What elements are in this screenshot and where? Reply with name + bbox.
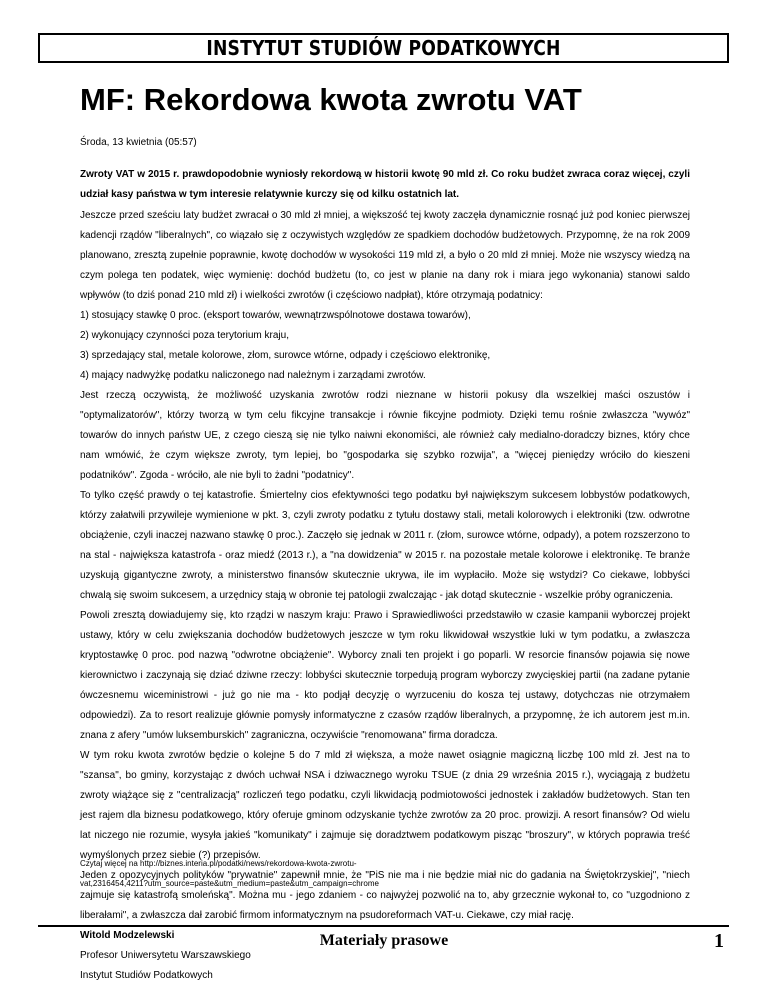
source-line: Czytaj więcej na http://biznes.interia.pl/podatki/news/rekordowa-kwota-zwrotu- [80,859,357,868]
header-banner [38,33,729,63]
list-item: 2) wykonujący czynności poza terytorium kraju, [80,330,289,341]
author-name: Witold Modzelewski [80,930,175,941]
list-item: 3) sprzedający stal, metale kolorowe, złom, surowce wtórne, odpady i częściowo elektronikę, [80,350,491,361]
author-institute: Instytut Studiów Podatkowych [80,970,213,981]
source-line: vat,2316454,4211?utm_source=paste&utm_medium=paste&utm_campaign=chrome [80,879,379,888]
source-note [80,854,690,894]
paragraph: To tylko część prawdy o tej katastrofie. Śmiertelny cios efektywności tego podatku był największym sukcesem lobbystów podatkowych, którzy załatwili przywileje wymienione w pkt. 3, czyli zwroty podatku z tytułu dostawy stali, metali kolorowych i elektroniki (tzw. odwrotne obciążenie, czyli inaczej nazwano stawkę 0 proc.). Zaczęło się jednak w 2011 r. (złom, surowce wtórne, odpady), a potem rozszerzono to na stal - największa katastrofa - oraz miedź (2013 r.), a "na dowidzenia" w 2015 r. na pozostałe metale kolorowe i elektronikę. Te branże uzyskują gigantyczne zwroty, a ministerstwo finansów skutecznie ukrywa, ile im wypłaciło. Może się wstydzi? Co ciekawe, lobbyści chwalą się swoim sukcesem, a urzędnicy stają w obronie tej patologii zwalczając - jak dotąd skutecznie - wszelkie próby ograniczenia. [80,490,690,601]
article-title: MF: Rekordowa kwota zwrotu VAT [80,82,582,117]
paragraph: W tym roku kwota zwrotów będzie o kolejne 5 do 7 mld zł większa, a może nawet osiągnie magiczną liczbę 100 mld zł. Jest na to "szansa", bo gminy, korzystając z dwóch uchwał NSA i dziwacznego wyroku TSUE (z dnia 29 września 2015 r.), wyciągają z budżetu zwroty wiążące się z "centralizacją" rozliczeń tego podatku, czyli likwidacją podmiotowości jednostek i zakładów budżetowych. Stan ten jest rajem dla biznesu podatkowego, który oferuje gminom odzyskanie tychże zwrotów za 20 proc. prowizji. A resort finansów? Od wielu lat niczego nie rozumie, wysyła jakieś "komunikaty" i zajmuje się doradztwem podatkowym pisząc "broszury", w których poprawia treść wymyślonych przez siebie (?) przepisów. [80,750,690,861]
institute-title: INSTYTUT STUDIÓW PODATKOWYCH [206,36,561,60]
footer-label: Materiały prasowe [319,932,449,949]
list-item: 4) mający nadwyżkę podatku naliczonego nad należnym i zarządami zwrotów. [80,370,426,381]
paragraph: Jeszcze przed sześciu laty budżet zwracał o 30 mld zł mniej, a większość tej kwoty zaczęła dynamicznie rosnąć już pod koniec pierwszej kadencji rządów "liberalnych", co wiązało się z oczywistych względów ze spadkiem dochodów budżetowych. Przypomnę, że na rok 2009 planowano, zresztą zupełnie poprawnie, kwotę dochodów w wysokości 119 mld zł, a było o 20 mld zł mniej. Może nie wszyscy wiedzą na czym polega ten podatek, więc wymienię: dochód budżetu (to, co jest w planie na dany rok i miara jego wykonania) stanowi saldo wpływów (to dziś ponad 210 mld zł) i wielkości zwrotów (i częściowo nadpłat), które otrzymają podatnicy: [80,210,690,301]
author-title: Profesor Uniwersytetu Warszawskiego [80,950,251,961]
list-item: 1) stosujący stawkę 0 proc. (eksport towarów, wewnątrzwspólnotowe dostawa towarów), [80,310,471,321]
paragraph: Jeden z opozycyjnych polityków "prywatnie" zapewnił mnie, że "PiS nie ma i nie będzie miał nic do gadania na Świętokrzyskiej", "niech zajmuje się katastrofą smoleńską". Można mu - jego zdaniem - co najwyżej pozwolić na to, aby grzecznie wykonał to, co "uzgodniono z liberałami", a zwłaszcza dał zarobić firmom informatycznym na psudoreformach VAT-u. Ciekawe, czy miał rację. [80,870,690,921]
article-date: Środa, 13 kwietnia (05:57) [80,137,197,148]
footer-divider [38,925,729,927]
paragraph: Jest rzeczą oczywistą, że możliwość uzyskania zwrotów rodzi nieznane w historii pokusy dla wszelkiej maści oszustów i "optymalizatorów", którzy tworzą w tym celu fikcyjne transakcje i równie fikcyjne podmioty. Dzięki temu rośnie zwłaszcza "wywóz" towarów do innych państw UE, z czego cieszą się nie tylko naiwni ekonomiści, ale również cały medialno-doradczy biznes, który chce nam wmówić, że czym większe zwroty, tym lepiej, bo "gospodarka się szybko rozwija", a "więcej pieniędzy wróciło do kieszeni podatników". Zgoda - wróciło, ale nie byli to żadni "podatnicy". [80,390,690,481]
article-lead: Zwroty VAT w 2015 r. prawdopodobnie wyniosły rekordową w historii kwotę 90 mld zł. Co roku budżet zwraca coraz więcej, czyli udział kasy państwa w tym interesie relatywnie kurczy się od kilku ostatnich lat. [80,169,690,200]
page-number: 1 [714,930,724,952]
paragraph: Powoli zresztą dowiadujemy się, kto rządzi w naszym kraju: Prawo i Sprawiedliwości przedstawiło w czasie kampanii wyborczej projekt ustawy, który w celu zwiększania dochodów budżetowych jeszcze w tym roku likwidował wszystkie luki w tym podatku, a zwłaszcza kryptostawkę 0 proc. pod nazwą "odwrotne obciążenie". Wyborcy znali ten projekt i go poparli. W resorcie finansów pojawia się nowe kierownictwo i zaczynają się dziać dziwne rzeczy: lobbyści skutecznie torpedują program wyborczy zwycięskiej partii (na zadane pytanie ówczesnemu wiceministrowi - już go nie ma - kto podjął decyzję o wyrzuceniu do kosza tej ustawy, dotychczas nie otrzymałem odpowiedzi). Za to resort realizuje głównie pomysły informatyczne z czasów rządów liberalnych, a przypomnę, że ich autorem jest m.in. znana z afery "umów luksemburskich" zagraniczna, oczywiście "renomowana" firma doradcza. [80,610,690,741]
